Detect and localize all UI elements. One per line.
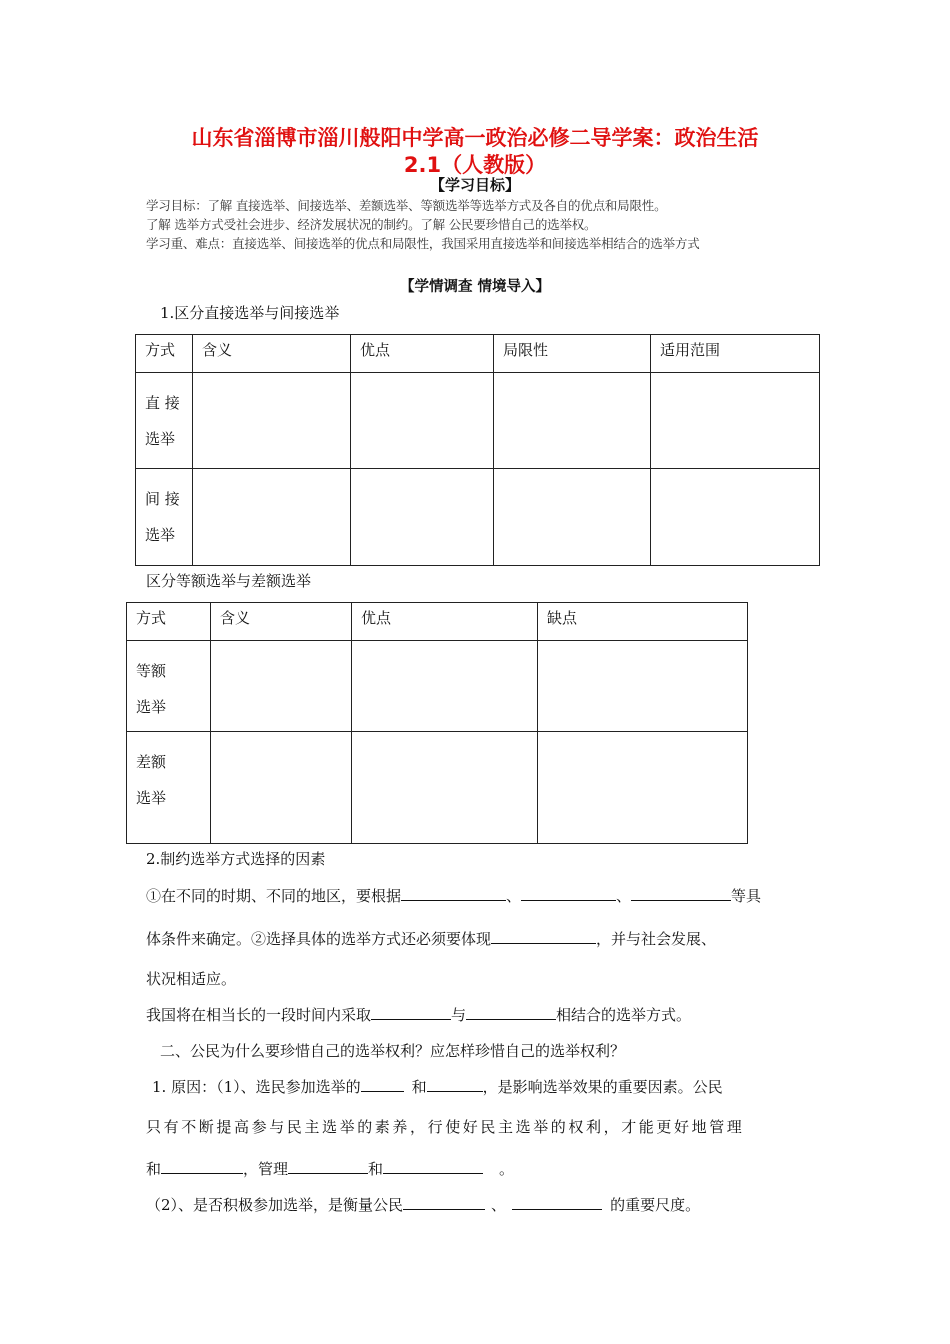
table2-row-competitive-l1: 差额 bbox=[136, 753, 167, 771]
doc-title-line1: 山东省淄博市淄川般阳中学高一政治必修二导学案：政治生活 bbox=[191, 126, 759, 150]
table1-cell[interactable] bbox=[193, 469, 351, 566]
table2-header-meaning: 含义 bbox=[211, 603, 352, 641]
table1-row-indirect-label bbox=[136, 469, 193, 566]
table1-cell[interactable] bbox=[494, 469, 651, 566]
part2-r3c: 和 bbox=[368, 1160, 384, 1178]
factors-p2b: ，并与社会发展、 bbox=[596, 930, 717, 948]
table1-cell[interactable] bbox=[651, 469, 820, 566]
blank-field[interactable] bbox=[427, 1075, 483, 1092]
part2-r4a: （2）、是否积极参加选举，是衡量公民 bbox=[146, 1196, 404, 1214]
factors-p1a: ①在不同的时期、不同的地区，要根据 bbox=[146, 887, 402, 905]
table1-row-indirect-l1: 间 接 bbox=[145, 490, 180, 508]
table1-row-direct-label bbox=[136, 373, 193, 469]
factors-line-3: 状况相适应。 bbox=[146, 970, 237, 988]
blank-field[interactable] bbox=[491, 927, 596, 944]
factors-heading: 2.制约选举方式选择的因素 bbox=[146, 850, 326, 868]
table1-row-direct-l2: 选举 bbox=[145, 430, 176, 448]
blank-field[interactable] bbox=[371, 1003, 451, 1020]
part2-r1c: ，是影响选举效果的重要因素。公民 bbox=[482, 1078, 723, 1096]
table1-cell[interactable] bbox=[651, 373, 820, 469]
table1-header-scope: 适用范围 bbox=[651, 335, 820, 373]
blank-field[interactable] bbox=[403, 1193, 485, 1210]
survey-heading: 【学情调查 情境导入】 bbox=[399, 279, 551, 295]
part2-r4b: 、 bbox=[491, 1196, 507, 1214]
part2-r4c: 的重要尺度。 bbox=[610, 1196, 701, 1214]
factors-line-4 bbox=[146, 1003, 691, 1025]
goal-line-2: 了解 选举方式受社会进步、经济发展状况的制约。了解 公民要珍惜自己的选举权。 bbox=[146, 217, 597, 232]
table2-header-method: 方式 bbox=[127, 603, 211, 641]
doc-title-line2: 2.1（人教版） bbox=[403, 153, 547, 177]
part2-line-2: 只有不断提高参与民主选举的素养，行使好民主选举的权利，才能更好地管理 bbox=[146, 1118, 745, 1136]
factors-p1b: 等具 bbox=[731, 887, 762, 905]
blank-field[interactable] bbox=[401, 884, 506, 901]
separator: 、 bbox=[616, 887, 632, 905]
factors-p4c: 相结合的选举方式。 bbox=[556, 1006, 692, 1024]
table2-row-competitive-label bbox=[127, 732, 211, 844]
table2-row-equal-l2: 选举 bbox=[136, 698, 167, 716]
blank-field[interactable] bbox=[512, 1193, 602, 1210]
goals-heading: 【学习目标】 bbox=[429, 176, 520, 194]
blank-field[interactable] bbox=[521, 884, 616, 901]
table2-cell[interactable] bbox=[352, 732, 538, 844]
blank-field[interactable] bbox=[631, 884, 731, 901]
table2-row-equal-label bbox=[127, 641, 211, 732]
factors-line-1 bbox=[146, 884, 761, 906]
table1-header-method: 方式 bbox=[136, 335, 193, 373]
part2-line-3 bbox=[146, 1157, 514, 1179]
part2-heading: 二、公民为什么要珍惜自己的选举权利？应怎样珍惜自己的选举权利？ bbox=[160, 1042, 626, 1060]
separator: 、 bbox=[506, 887, 522, 905]
table2-header-disadvantage: 缺点 bbox=[538, 603, 748, 641]
blank-field[interactable] bbox=[361, 1075, 404, 1092]
table-equal-competitive bbox=[126, 602, 748, 844]
blank-field[interactable] bbox=[161, 1157, 243, 1174]
goal-line-1: 学习目标：了解 直接选举、间接选举、差额选举、等额选举等选举方式及各自的优点和局限性。 bbox=[146, 198, 667, 213]
part2-r3b: ，管理 bbox=[243, 1160, 289, 1178]
table2-header-advantage: 优点 bbox=[352, 603, 538, 641]
factors-line-2 bbox=[146, 927, 716, 949]
table1-row-direct-l1: 直 接 bbox=[145, 394, 180, 412]
blank-field[interactable] bbox=[288, 1157, 368, 1174]
blank-field[interactable] bbox=[466, 1003, 556, 1020]
table1-cell[interactable] bbox=[494, 373, 651, 469]
factors-p4a: 我国将在相当长的一段时间内采取 bbox=[146, 1006, 372, 1024]
part2-r1a: 1. 原因：（1）、选民参加选举的 bbox=[152, 1078, 361, 1096]
table2-cell[interactable] bbox=[352, 641, 538, 732]
table-direct-indirect bbox=[135, 334, 820, 566]
table2-row-competitive-l2: 选举 bbox=[136, 789, 167, 807]
table1-cell[interactable] bbox=[351, 469, 494, 566]
table2-cell[interactable] bbox=[538, 641, 748, 732]
table1-header-advantage: 优点 bbox=[351, 335, 494, 373]
factors-p2a: 体条件来确定。②选择具体的选举方式还必须要体现 bbox=[146, 930, 492, 948]
table2-cell[interactable] bbox=[211, 641, 352, 732]
table1-row-indirect-l2: 选举 bbox=[145, 526, 176, 544]
part2-line-1 bbox=[152, 1075, 723, 1097]
blank-field[interactable] bbox=[383, 1157, 483, 1174]
part2-r3a: 和 bbox=[146, 1160, 162, 1178]
table1-header-meaning: 含义 bbox=[193, 335, 351, 373]
part2-line-4 bbox=[146, 1193, 700, 1215]
table1-cell[interactable] bbox=[351, 373, 494, 469]
table1-header-limitation: 局限性 bbox=[494, 335, 651, 373]
table2-cell[interactable] bbox=[211, 732, 352, 844]
part2-r1b: 和 bbox=[411, 1078, 427, 1096]
table1-cell[interactable] bbox=[193, 373, 351, 469]
table2-row-equal-l1: 等额 bbox=[136, 662, 167, 680]
table2-cell[interactable] bbox=[538, 732, 748, 844]
question-1: 1.区分直接选举与间接选举 bbox=[160, 304, 340, 322]
goal-line-3: 学习重、难点：直接选举、间接选举的优点和局限性，我国采用直接选举和间接选举相结合的选举方式 bbox=[146, 236, 700, 251]
part2-r3d: 。 bbox=[499, 1160, 515, 1178]
factors-p4b: 与 bbox=[451, 1006, 467, 1024]
question-1b: 区分等额选举与差额选举 bbox=[146, 572, 312, 590]
